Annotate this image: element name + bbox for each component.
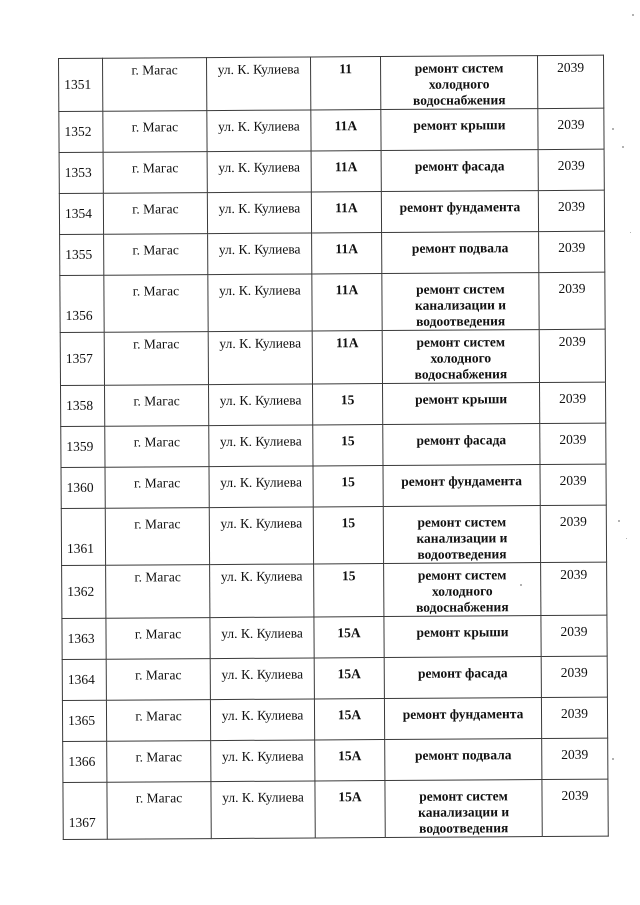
table-row xyxy=(61,423,606,467)
scan-speck xyxy=(632,14,634,16)
cell-city: г. Магас xyxy=(103,193,207,235)
cell-street: ул. К. Кулиева xyxy=(208,233,312,275)
table-row xyxy=(61,505,606,565)
scan-speck xyxy=(612,128,614,130)
table-body xyxy=(59,55,609,839)
cell-work-type: ремонт фасада xyxy=(383,424,540,466)
table-row xyxy=(62,615,607,659)
table-row xyxy=(63,779,608,839)
cell-house-number: 15 xyxy=(313,466,383,507)
cell-row-number: 1361 xyxy=(61,508,105,565)
table-row xyxy=(62,562,607,618)
cell-year: 2039 xyxy=(539,329,605,382)
cell-work-type: ремонт крыши xyxy=(382,383,539,425)
scan-speck xyxy=(630,232,631,233)
cell-year: 2039 xyxy=(539,382,605,423)
cell-work-type: ремонт фундамента xyxy=(383,465,540,507)
cell-year: 2039 xyxy=(539,272,605,329)
cell-street: ул. К. Кулиева xyxy=(207,57,311,111)
cell-street: ул. К. Кулиева xyxy=(208,384,312,426)
scan-speck xyxy=(520,584,522,586)
cell-row-number: 1356 xyxy=(60,275,104,332)
cell-year: 2039 xyxy=(541,697,607,738)
table-row xyxy=(59,190,604,234)
cell-year: 2039 xyxy=(541,615,607,656)
cell-work-type: ремонт систем холодного водоснабжения xyxy=(380,56,537,110)
cell-city: г. Магас xyxy=(104,275,208,333)
cell-row-number: 1360 xyxy=(61,467,105,508)
cell-house-number: 15А xyxy=(314,617,384,658)
cell-work-type: ремонт систем канализации и водоотведения xyxy=(382,273,539,331)
cell-row-number: 1355 xyxy=(60,234,104,275)
cell-city: г. Магас xyxy=(103,111,207,153)
repair-schedule-table xyxy=(58,55,609,840)
cell-street: ул. К. Кулиева xyxy=(209,425,313,467)
cell-street: ул. К. Кулиева xyxy=(210,658,314,700)
scan-speck xyxy=(626,538,627,539)
cell-row-number: 1363 xyxy=(62,618,106,659)
cell-row-number: 1367 xyxy=(63,782,107,839)
cell-row-number: 1357 xyxy=(60,332,104,385)
table-row xyxy=(60,272,605,332)
cell-street: ул. К. Кулиева xyxy=(210,699,314,741)
cell-work-type: ремонт крыши xyxy=(384,616,541,658)
cell-work-type: ремонт подвала xyxy=(382,232,539,274)
table-row xyxy=(61,382,606,426)
cell-house-number: 11 xyxy=(310,57,380,110)
table-row xyxy=(59,108,604,152)
table-row xyxy=(60,231,605,275)
cell-house-number: 15А xyxy=(314,699,384,740)
cell-house-number: 11А xyxy=(311,110,381,151)
table-row xyxy=(59,149,604,193)
cell-city: г. Магас xyxy=(106,700,210,742)
scan-speck xyxy=(622,146,624,148)
cell-house-number: 15 xyxy=(314,564,384,617)
cell-city: г. Магас xyxy=(104,332,208,386)
cell-year: 2039 xyxy=(541,562,607,615)
cell-year: 2039 xyxy=(540,464,606,505)
cell-street: ул. К. Кулиева xyxy=(211,740,315,782)
cell-work-type: ремонт систем холодного водоснабжения xyxy=(382,330,539,384)
cell-row-number: 1359 xyxy=(61,426,105,467)
cell-year: 2039 xyxy=(538,190,604,231)
cell-street: ул. К. Кулиева xyxy=(208,331,312,385)
cell-house-number: 15 xyxy=(313,425,383,466)
cell-city: г. Магас xyxy=(104,234,208,276)
cell-year: 2039 xyxy=(542,779,608,836)
cell-city: г. Магас xyxy=(107,782,211,840)
table-row xyxy=(62,697,607,741)
cell-work-type: ремонт крыши xyxy=(381,109,538,151)
cell-row-number: 1364 xyxy=(62,659,106,700)
cell-house-number: 11А xyxy=(311,192,381,233)
cell-street: ул. К. Кулиева xyxy=(207,192,311,234)
cell-work-type: ремонт подвала xyxy=(385,739,542,781)
cell-city: г. Магас xyxy=(105,508,209,566)
cell-work-type: ремонт систем канализации и водоотведения xyxy=(385,780,542,838)
cell-year: 2039 xyxy=(540,423,606,464)
cell-street: ул. К. Кулиева xyxy=(209,507,313,565)
cell-work-type: ремонт систем канализации и водоотведения xyxy=(383,506,540,564)
cell-house-number: 15А xyxy=(315,740,385,781)
table-row xyxy=(63,738,608,782)
cell-row-number: 1353 xyxy=(59,152,103,193)
cell-city: г. Магас xyxy=(103,152,207,194)
cell-city: г. Магас xyxy=(106,618,210,660)
table-row xyxy=(61,464,606,508)
cell-year: 2039 xyxy=(538,149,604,190)
cell-row-number: 1354 xyxy=(59,193,103,234)
cell-city: г. Магас xyxy=(106,659,210,701)
cell-year: 2039 xyxy=(540,505,606,562)
table-row xyxy=(59,55,604,111)
cell-city: г. Магас xyxy=(104,385,208,427)
cell-work-type: ремонт фасада xyxy=(384,657,541,699)
cell-work-type: ремонт фасада xyxy=(381,150,538,192)
cell-city: г. Магас xyxy=(103,58,207,112)
cell-street: ул. К. Кулиева xyxy=(207,151,311,193)
cell-street: ул. К. Кулиева xyxy=(209,466,313,508)
cell-house-number: 15А xyxy=(315,781,385,838)
cell-work-type: ремонт систем холодного водоснабжения xyxy=(384,563,541,617)
cell-row-number: 1362 xyxy=(62,565,106,618)
cell-street: ул. К. Кулиева xyxy=(210,617,314,659)
cell-street: ул. К. Кулиева xyxy=(208,274,312,332)
cell-house-number: 15А xyxy=(314,658,384,699)
cell-city: г. Магас xyxy=(107,741,211,783)
cell-row-number: 1352 xyxy=(59,111,103,152)
cell-row-number: 1366 xyxy=(63,741,107,782)
cell-row-number: 1365 xyxy=(62,700,106,741)
cell-year: 2039 xyxy=(541,656,607,697)
cell-house-number: 11А xyxy=(312,233,382,274)
cell-city: г. Магас xyxy=(106,565,210,619)
cell-street: ул. К. Кулиева xyxy=(207,110,311,152)
cell-year: 2039 xyxy=(538,108,604,149)
cell-house-number: 15 xyxy=(313,507,383,564)
cell-house-number: 11А xyxy=(312,274,382,331)
cell-work-type: ремонт фундамента xyxy=(384,698,541,740)
cell-row-number: 1358 xyxy=(61,385,105,426)
cell-street: ул. К. Кулиева xyxy=(210,564,314,618)
cell-work-type: ремонт фундамента xyxy=(381,191,538,233)
table-row xyxy=(62,656,607,700)
table-row xyxy=(60,329,605,385)
cell-street: ул. К. Кулиева xyxy=(211,781,315,839)
cell-house-number: 11А xyxy=(312,331,382,384)
cell-year: 2039 xyxy=(539,231,605,272)
cell-city: г. Магас xyxy=(105,467,209,509)
scan-speck xyxy=(618,520,620,522)
cell-house-number: 11А xyxy=(311,151,381,192)
cell-row-number: 1351 xyxy=(59,58,103,111)
scan-speck xyxy=(612,758,614,760)
cell-house-number: 15 xyxy=(312,384,382,425)
cell-year: 2039 xyxy=(542,738,608,779)
cell-city: г. Магас xyxy=(105,426,209,468)
cell-year: 2039 xyxy=(537,55,603,108)
